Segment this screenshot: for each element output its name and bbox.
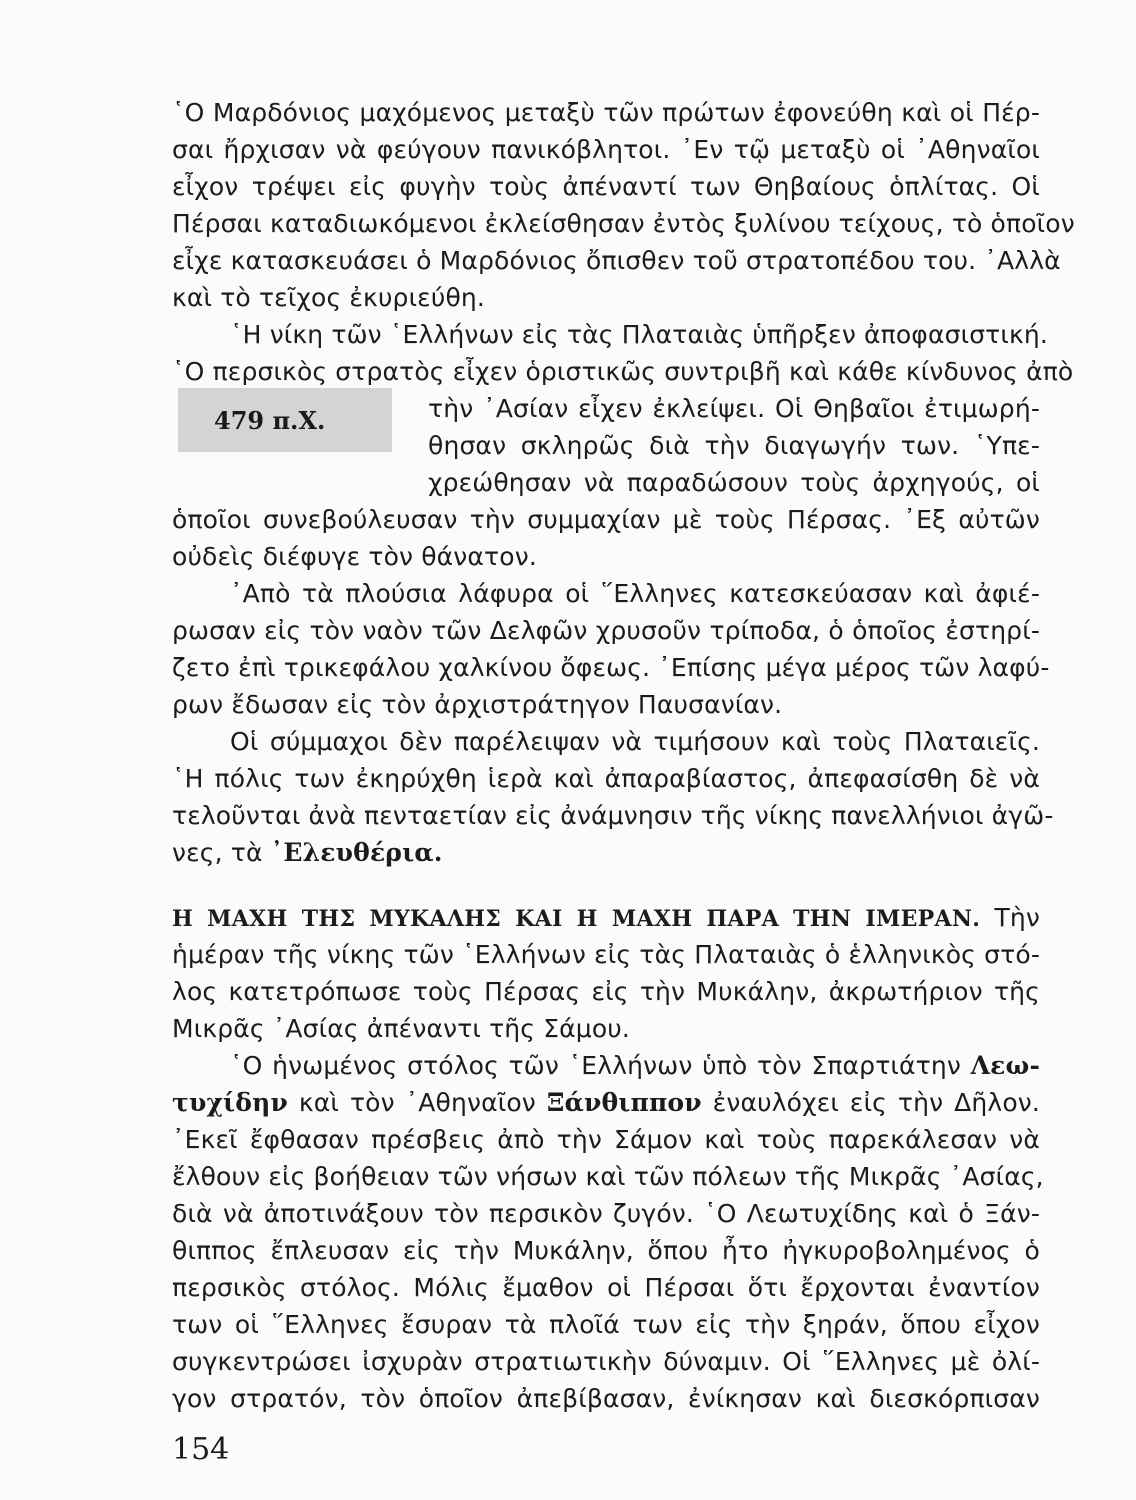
text-fragment: νες, τὰ (172, 838, 263, 867)
text-line: τὴν ᾿Ασίαν εἶχεν ἐκλείψει. Οἱ Θηβαῖοι ἐτιμωρή- (428, 394, 1040, 423)
text-line: ᾿Εκεῖ ἔφθασαν πρέσβεις ἀπὸ τὴν Σάμον καὶ τοὺς παρεκάλεσαν νὰ (172, 1125, 1040, 1154)
text-line: καὶ τὸ τεῖχος ἐκυριεύθη. (172, 283, 485, 312)
text-line: ῾Η πόλις των ἐκηρύχθη ἱερὰ καὶ ἀπαραβίαστος, ἀπεφασίσθη δὲ νὰ (172, 764, 1040, 793)
paragraph-start-line: ῾Η νίκη τῶν ῾Ελλήνων εἰς τὰς Πλαταιὰς ὑπῆρξεν ἀποφασιστική. (230, 320, 1048, 349)
section-heading: Η ΜΑΧΗ ΤΗΣ ΜΥΚΑΛΗΣ ΚΑΙ Η ΜΑΧΗ ΠΑΡΑ ΤΗΝ ΙΜΕΡΑΝ. (172, 906, 981, 932)
text-line: ἡμέραν τῆς νίκης τῶν ῾Ελλήνων εἰς τὰς Πλαταιὰς ὁ ἑλληνικὸς στό- (172, 940, 1040, 969)
text-line: εἶχον τρέψει εἰς φυγὴν τοὺς ἀπέναντί των Θηβαίους ὁπλίτας. Οἱ (172, 172, 1040, 201)
text-line: Μικρᾶς ᾿Ασίας ἀπέναντι τῆς Σάμου. (172, 1014, 631, 1043)
text-fragment: καὶ τὸν ᾿Αθηναῖον (298, 1088, 536, 1117)
text-line (172, 1086, 1040, 1120)
text-fragment: ἐναυλόχει εἰς τὴν Δῆλον. (712, 1088, 1041, 1117)
text-line: οὐδεὶς διέφυγε τὸν θάνατον. (172, 542, 537, 571)
eleutheria-term: ᾿Ελευθέρια. (270, 838, 443, 867)
paragraph-start-line (230, 1049, 1040, 1083)
text-line: ρων ἔδωσαν εἰς τὸν ἀρχιστράτηγον Παυσανίαν. (172, 690, 783, 719)
section-heading-line (172, 901, 1040, 936)
name-xanthippus: Ξάνθιππον (546, 1088, 702, 1117)
text-line: Πέρσαι καταδιωκόμενοι ἐκλείσθησαν ἐντὸς ξυλίνου τείχους, τὸ ὁποῖον (172, 209, 1075, 238)
text-line: ἔλθουν εἰς βοήθειαν τῶν νήσων καὶ τῶν πόλεων τῆς Μικρᾶς ᾿Ασίας, (172, 1162, 1044, 1191)
text-line: θησαν σκληρῶς διὰ τὴν διαγωγήν των. ῾Υπε- (428, 431, 1040, 460)
text-line: ῾Ο Μαρδόνιος μαχόμενος μεταξὺ τῶν πρώτων ἐφονεύθη καὶ οἱ Πέρ- (172, 98, 1040, 127)
text-line (172, 836, 1040, 870)
text-line: ζετο ἐπὶ τρικεφάλου χαλκίνου ὄφεως. ᾿Επίσης μέγα μέρος τῶν λαφύ- (172, 653, 1050, 682)
text-line: θιππος ἔπλευσαν εἰς τὴν Μυκάλην, ὅπου ἦτο ἠγκυροβολημένος ὁ (172, 1236, 1040, 1265)
text-line: των οἱ ῞Ελληνες ἔσυραν τὰ πλοῖά των εἰς τὴν ξηράν, ὅπου εἶχον (172, 1310, 1040, 1339)
text-line: τελοῦνται ἀνὰ πενταετίαν εἰς ἀνάμνησιν τῆς νίκης πανελλήνιοι ἀγῶ- (172, 801, 1054, 830)
page-number: 154 (172, 1432, 230, 1467)
text-line: ῾Ο περσικὸς στρατὸς εἶχεν ὁριστικῶς συντριβῆ καὶ κάθε κίνδυνος ἀπὸ (172, 357, 1074, 386)
name-leotychides-cont: τυχίδην (172, 1088, 288, 1117)
text-line: συγκεντρώσει ἰσχυρὰν στρατιωτικὴν δύναμιν. Οἱ ῞Ελληνες μὲ ὀλί- (172, 1347, 1040, 1376)
text-line: διὰ νὰ ἀποτινάξουν τὸν περσικὸν ζυγόν. ῾Ο Λεωτυχίδης καὶ ὁ Ξάν- (172, 1199, 1040, 1228)
paragraph-start-line: Οἱ σύμμαχοι δὲν παρέλειψαν νὰ τιμήσουν καὶ τοὺς Πλαταιεῖς. (230, 727, 1040, 756)
name-leotychides: Λεω- (970, 1051, 1040, 1080)
margin-note-date: 479 π.Χ. (214, 406, 326, 435)
text-line: λος κατετρόπωσε τοὺς Πέρσας εἰς τὴν Μυκάλην, ἀκρωτήριον τῆς (172, 977, 1040, 1006)
text-line: ρωσαν εἰς τὸν ναὸν τῶν Δελφῶν χρυσοῦν τρίποδα, ὁ ὁποῖος ἐστηρί- (172, 616, 1040, 645)
text-line: γον στρατόν, τὸν ὁποῖον ἀπεβίβασαν, ἐνίκησαν καὶ διεσκόρπισαν (172, 1384, 1040, 1413)
text-line: εἶχε κατασκευάσει ὁ Μαρδόνιος ὄπισθεν τοῦ στρατοπέδου του. ᾿Αλλὰ (172, 246, 1061, 275)
text-line: χρεώθησαν νὰ παραδώσουν τοὺς ἀρχηγούς, οἱ (428, 468, 1040, 497)
text-fragment: ῾Ο ἡνωμένος στόλος τῶν ῾Ελλήνων ὑπὸ τὸν Σπαρτιάτην (230, 1051, 961, 1080)
text-line: περσικὸς στόλος. Μόλις ἔμαθον οἱ Πέρσαι ὅτι ἔρχονται ἐναντίον (172, 1273, 1040, 1302)
paragraph-start-line: ᾿Απὸ τὰ πλούσια λάφυρα οἱ ῞Ελληνες κατεσκεύασαν καὶ ἀφιέ- (230, 579, 1040, 608)
text-line: ὁποῖοι συνεβούλευσαν τὴν συμμαχίαν μὲ τοὺς Πέρσας. ᾿Εξ αὐτῶν (172, 505, 1040, 534)
text-fragment: Τὴν (994, 903, 1040, 932)
text-line: σαι ἤρχισαν νὰ φεύγουν πανικόβλητοι. ᾿Εν τῷ μεταξὺ οἱ ᾿Αθηναῖοι (172, 135, 1040, 164)
